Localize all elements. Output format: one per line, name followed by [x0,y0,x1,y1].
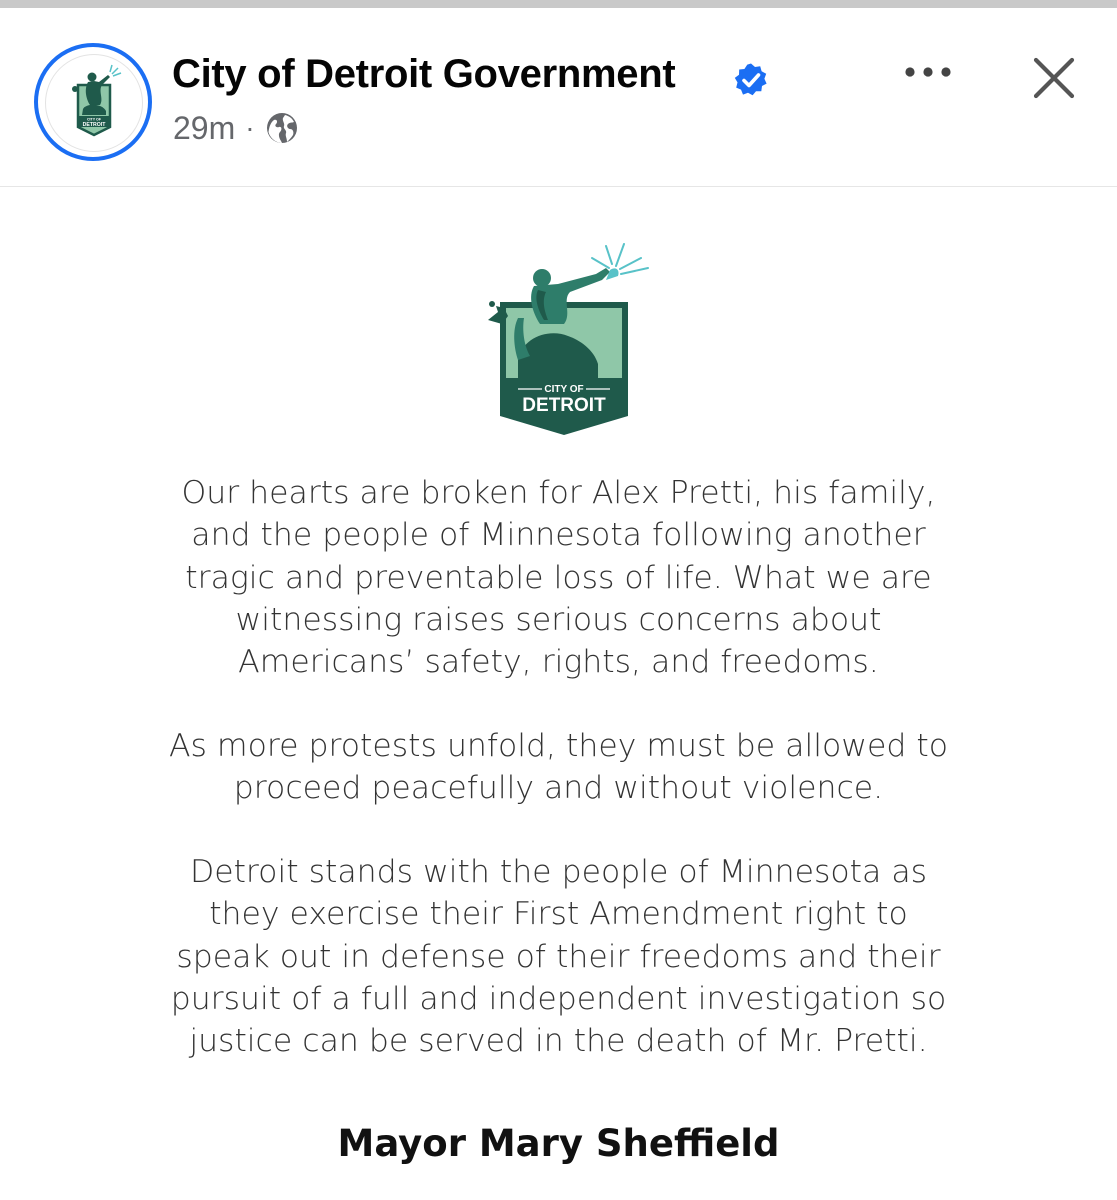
globe-icon [265,111,299,145]
post-timestamp[interactable]: 29m [173,109,236,146]
statement-line: and the people of Minnesota following another [191,517,926,554]
more-options-icon[interactable] [900,60,956,84]
close-icon[interactable] [1030,54,1078,102]
post-meta [173,108,299,148]
meta-separator: · [245,112,255,143]
verified-badge-icon [733,62,769,98]
statement-line: Americans’ safety, rights, and freedoms. [238,644,879,681]
avatar-logo-line1: CITY OF [86,117,102,122]
city-of-detroit-logo [478,240,650,435]
statement-paragraph-3 [100,851,1017,1062]
post-header [0,8,1117,186]
statement-line: justice can be served in the death of Mr. Pretti. [189,1023,928,1060]
top-edge-bar [0,0,1117,8]
statement-line: they exercise their First Amendment right to [209,896,908,933]
logo-line2: DETROIT [522,395,606,416]
author-name[interactable]: City of Detroit Government [172,52,676,96]
statement-line: proceed peacefully and without violence. [233,770,884,807]
header-divider [0,186,1117,187]
statement-line: As more protests unfold, they must be allowed to [168,728,949,764]
statement-paragraph-1 [100,472,1017,683]
statement-paragraph-2 [100,725,1017,810]
statement-line: witnessing raises serious concerns about [235,601,882,638]
statement-line: Our hearts are broken for Alex Pretti, his family, [181,475,936,511]
statement-signature: Mayor Mary Sheffield [337,1122,780,1165]
statement-line: pursuit of a full and independent investigation so [170,980,947,1017]
profile-avatar[interactable] [34,43,152,161]
avatar-logo-line2: DETROIT [82,121,106,128]
avatar-logo [45,54,143,152]
statement-line: Detroit stands with the people of Minnesota as [189,854,928,890]
statement-line: speak out in defense of their freedoms and their [176,938,941,975]
logo-line1: CITY OF [544,384,584,395]
statement-line: tragic and preventable loss of life. What we are [185,559,932,596]
